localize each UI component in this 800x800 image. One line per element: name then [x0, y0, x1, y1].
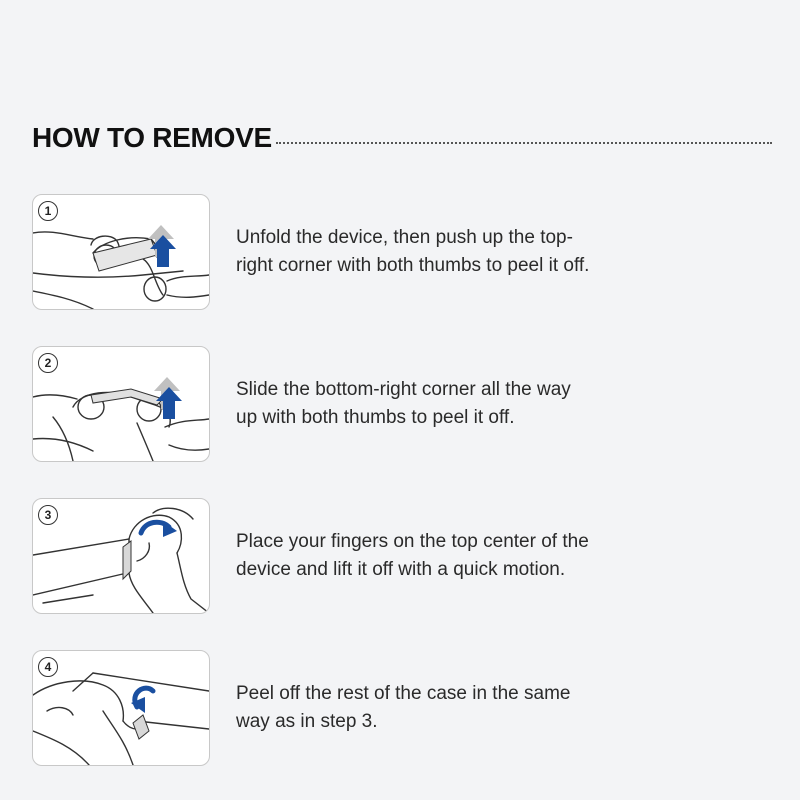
step-3 [32, 498, 772, 616]
step-number-badge: 4 [38, 657, 58, 677]
step-instruction: Place your fingers on the top center of the device and lift it off with a quick motion. [236, 531, 589, 580]
step-instruction: Peel off the rest of the case in the same way as in step 3. [236, 683, 571, 732]
hands-slide-corner-illustration [33, 347, 209, 461]
step-illustration [32, 650, 210, 766]
page-title: HOW TO REMOVE [32, 122, 272, 153]
hands-peel-corner-illustration [33, 195, 209, 309]
step-1 [32, 194, 772, 312]
step-illustration [32, 194, 210, 310]
step-number-badge: 1 [38, 201, 58, 221]
step-number-badge: 2 [38, 353, 58, 373]
step-number-badge: 3 [38, 505, 58, 525]
step-instruction: Unfold the device, then push up the top- right corner with both thumbs to peel it off. [236, 227, 590, 276]
step-illustration [32, 498, 210, 614]
step-4 [32, 650, 772, 768]
section-header [32, 118, 772, 158]
step-instruction: Slide the bottom-right corner all the way up with both thumbs to peel it off. [236, 379, 571, 428]
step-2 [32, 346, 772, 464]
dotted-divider [276, 142, 772, 144]
step-illustration [32, 346, 210, 462]
fingers-peel-rest-illustration [33, 651, 209, 765]
fingers-lift-top-illustration [33, 499, 209, 613]
